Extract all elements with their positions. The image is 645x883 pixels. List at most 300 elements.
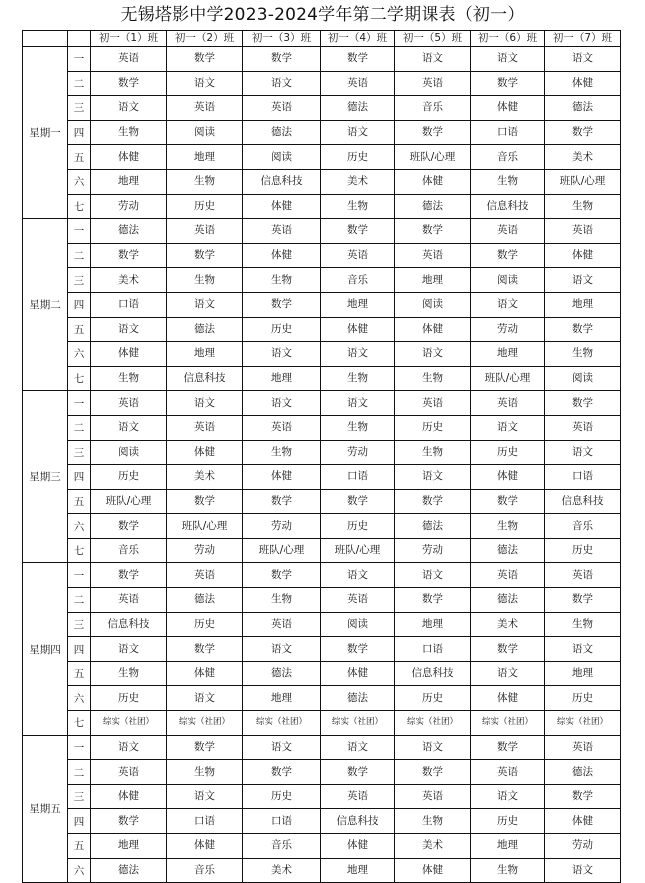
subject-cell: 语文 — [91, 735, 167, 760]
subject-cell: 数学 — [395, 489, 471, 514]
header-class-2: 初一（2）班 — [167, 31, 243, 47]
subject-cell: 数学 — [243, 760, 321, 785]
subject-cell: 地理 — [471, 834, 545, 859]
period-label: 七 — [68, 194, 91, 219]
subject-cell: 数学 — [545, 120, 621, 145]
subject-cell: 数学 — [545, 391, 621, 416]
subject-cell: 语文 — [243, 637, 321, 662]
subject-cell: 地理 — [243, 686, 321, 711]
subject-cell: 语文 — [167, 391, 243, 416]
period-label: 三 — [68, 612, 91, 637]
subject-cell: 体健 — [321, 834, 395, 859]
subject-cell: 地理 — [471, 342, 545, 367]
subject-cell: 体健 — [243, 194, 321, 219]
table-row — [23, 612, 621, 637]
subject-cell: 阅读 — [91, 440, 167, 465]
header-class-5: 初一（5）班 — [395, 31, 471, 47]
subject-cell: 德法 — [545, 760, 621, 785]
subject-cell: 生物 — [243, 268, 321, 293]
subject-cell: 地理 — [91, 834, 167, 859]
subject-cell: 体健 — [545, 243, 621, 268]
subject-cell: 英语 — [91, 760, 167, 785]
subject-cell: 信息科技 — [545, 489, 621, 514]
subject-cell: 德法 — [545, 96, 621, 121]
table-row — [23, 809, 621, 834]
table-row — [23, 637, 621, 662]
subject-cell: 德法 — [167, 588, 243, 613]
subject-cell: 语文 — [545, 440, 621, 465]
subject-cell: 生物 — [321, 415, 395, 440]
subject-cell: 生物 — [395, 366, 471, 391]
subject-cell: 数学 — [243, 47, 321, 72]
subject-cell: 生物 — [91, 661, 167, 686]
table-row — [23, 514, 621, 539]
subject-cell: 历史 — [545, 686, 621, 711]
table-row — [23, 563, 621, 588]
subject-cell: 生物 — [91, 120, 167, 145]
subject-cell: 班队/心理 — [321, 538, 395, 563]
subject-cell: 语文 — [471, 415, 545, 440]
subject-cell: 德法 — [395, 514, 471, 539]
header-day-col — [23, 31, 68, 47]
period-label: 二 — [68, 71, 91, 96]
subject-cell: 英语 — [471, 760, 545, 785]
subject-cell: 英语 — [91, 47, 167, 72]
period-label: 六 — [68, 169, 91, 194]
period-label: 二 — [68, 760, 91, 785]
subject-cell: 体健 — [243, 465, 321, 490]
subject-cell: 数学 — [321, 489, 395, 514]
subject-cell: 数学 — [321, 47, 395, 72]
subject-cell: 英语 — [167, 563, 243, 588]
subject-cell: 语文 — [91, 317, 167, 342]
period-label: 五 — [68, 317, 91, 342]
subject-cell: 英语 — [395, 71, 471, 96]
subject-cell: 综实（社团） — [91, 711, 167, 736]
subject-cell: 数学 — [243, 489, 321, 514]
subject-cell: 德法 — [167, 317, 243, 342]
subject-cell: 生物 — [545, 612, 621, 637]
table-row — [23, 834, 621, 859]
subject-cell: 生物 — [545, 342, 621, 367]
table-row — [23, 145, 621, 170]
table-row — [23, 440, 621, 465]
table-row — [23, 588, 621, 613]
subject-cell: 数学 — [321, 637, 395, 662]
subject-cell: 英语 — [321, 784, 395, 809]
subject-cell: 英语 — [243, 219, 321, 244]
table-row — [23, 858, 621, 883]
subject-cell: 美术 — [395, 834, 471, 859]
subject-cell: 语文 — [545, 47, 621, 72]
subject-cell: 地理 — [545, 292, 621, 317]
subject-cell: 数学 — [91, 71, 167, 96]
subject-cell: 劳动 — [243, 514, 321, 539]
subject-cell: 信息科技 — [167, 366, 243, 391]
subject-cell: 班队/心理 — [91, 489, 167, 514]
day-label: 星期四 — [23, 563, 68, 735]
subject-cell: 数学 — [243, 292, 321, 317]
period-label: 七 — [68, 711, 91, 736]
subject-cell: 英语 — [167, 219, 243, 244]
subject-cell: 美术 — [545, 145, 621, 170]
day-label: 星期三 — [23, 391, 68, 563]
day-label: 星期五 — [23, 735, 68, 883]
period-label: 一 — [68, 219, 91, 244]
table-row — [23, 120, 621, 145]
subject-cell: 数学 — [471, 489, 545, 514]
table-row — [23, 366, 621, 391]
subject-cell: 语文 — [395, 342, 471, 367]
subject-cell: 体健 — [395, 858, 471, 883]
subject-cell: 口语 — [545, 465, 621, 490]
subject-cell: 生物 — [321, 194, 395, 219]
subject-cell: 数学 — [471, 637, 545, 662]
subject-cell: 体健 — [167, 440, 243, 465]
subject-cell: 综实（社团） — [471, 711, 545, 736]
subject-cell: 音乐 — [91, 538, 167, 563]
subject-cell: 英语 — [321, 588, 395, 613]
period-label: 三 — [68, 268, 91, 293]
subject-cell: 体健 — [545, 809, 621, 834]
subject-cell: 音乐 — [545, 514, 621, 539]
subject-cell: 数学 — [91, 514, 167, 539]
table-row — [23, 219, 621, 244]
table-row — [23, 243, 621, 268]
subject-cell: 历史 — [395, 686, 471, 711]
subject-cell: 体健 — [395, 317, 471, 342]
subject-cell: 数学 — [395, 588, 471, 613]
subject-cell: 语文 — [167, 292, 243, 317]
subject-cell: 历史 — [321, 145, 395, 170]
period-label: 五 — [68, 834, 91, 859]
subject-cell: 语文 — [243, 342, 321, 367]
subject-cell: 地理 — [243, 366, 321, 391]
subject-cell: 数学 — [395, 760, 471, 785]
subject-cell: 美术 — [321, 169, 395, 194]
subject-cell: 语文 — [395, 735, 471, 760]
subject-cell: 英语 — [395, 784, 471, 809]
header-class-7: 初一（7）班 — [545, 31, 621, 47]
subject-cell: 英语 — [545, 563, 621, 588]
subject-cell: 语文 — [91, 637, 167, 662]
subject-cell: 语文 — [471, 784, 545, 809]
subject-cell: 英语 — [91, 391, 167, 416]
subject-cell: 数学 — [321, 219, 395, 244]
subject-cell: 信息科技 — [395, 661, 471, 686]
subject-cell: 历史 — [471, 440, 545, 465]
subject-cell: 生物 — [243, 588, 321, 613]
subject-cell: 地理 — [545, 661, 621, 686]
table-row — [23, 538, 621, 563]
subject-cell: 生物 — [167, 760, 243, 785]
subject-cell: 数学 — [545, 784, 621, 809]
header-period-col — [68, 31, 91, 47]
table-row — [23, 661, 621, 686]
subject-cell: 数学 — [545, 317, 621, 342]
subject-cell: 数学 — [471, 243, 545, 268]
subject-cell: 语文 — [321, 563, 395, 588]
subject-cell: 语文 — [167, 71, 243, 96]
subject-cell: 历史 — [91, 465, 167, 490]
subject-cell: 语文 — [91, 96, 167, 121]
subject-cell: 地理 — [395, 268, 471, 293]
subject-cell: 生物 — [395, 440, 471, 465]
subject-cell: 数学 — [91, 563, 167, 588]
page-title: 无锡塔影中学2023-2024学年第二学期课表（初一） — [120, 5, 525, 25]
subject-cell: 语文 — [395, 465, 471, 490]
table-row — [23, 342, 621, 367]
subject-cell: 阅读 — [167, 120, 243, 145]
subject-cell: 班队/心理 — [471, 366, 545, 391]
table-row — [23, 169, 621, 194]
subject-cell: 语文 — [321, 120, 395, 145]
table-row — [23, 415, 621, 440]
subject-cell: 地理 — [167, 145, 243, 170]
subject-cell: 美术 — [91, 268, 167, 293]
subject-cell: 综实（社团） — [545, 711, 621, 736]
subject-cell: 英语 — [395, 391, 471, 416]
subject-cell: 班队/心理 — [243, 538, 321, 563]
header-row — [23, 31, 621, 47]
subject-cell: 劳动 — [321, 440, 395, 465]
header-class-3: 初一（3）班 — [243, 31, 321, 47]
subject-cell: 德法 — [471, 588, 545, 613]
period-label: 七 — [68, 366, 91, 391]
period-label: 二 — [68, 243, 91, 268]
subject-cell: 体健 — [471, 465, 545, 490]
subject-cell: 英语 — [471, 219, 545, 244]
subject-cell: 综实（社团） — [243, 711, 321, 736]
subject-cell: 语文 — [471, 292, 545, 317]
period-label: 三 — [68, 784, 91, 809]
subject-cell: 生物 — [321, 366, 395, 391]
subject-cell: 德法 — [395, 194, 471, 219]
subject-cell: 体健 — [91, 784, 167, 809]
subject-cell: 数学 — [321, 760, 395, 785]
subject-cell: 生物 — [167, 268, 243, 293]
subject-cell: 音乐 — [471, 145, 545, 170]
subject-cell: 历史 — [91, 686, 167, 711]
subject-cell: 地理 — [167, 342, 243, 367]
period-label: 二 — [68, 588, 91, 613]
subject-cell: 班队/心理 — [167, 514, 243, 539]
subject-cell: 语文 — [243, 71, 321, 96]
subject-cell: 口语 — [395, 637, 471, 662]
period-label: 四 — [68, 292, 91, 317]
subject-cell: 口语 — [91, 292, 167, 317]
subject-cell: 生物 — [243, 440, 321, 465]
subject-cell: 语文 — [545, 637, 621, 662]
subject-cell: 综实（社团） — [167, 711, 243, 736]
subject-cell: 数学 — [167, 243, 243, 268]
subject-cell: 生物 — [471, 514, 545, 539]
subject-cell: 口语 — [167, 809, 243, 834]
subject-cell: 生物 — [545, 194, 621, 219]
subject-cell: 语文 — [545, 268, 621, 293]
subject-cell: 生物 — [91, 366, 167, 391]
subject-cell: 语文 — [471, 661, 545, 686]
day-label: 星期一 — [23, 47, 68, 219]
subject-cell: 英语 — [471, 563, 545, 588]
subject-cell: 劳动 — [471, 317, 545, 342]
subject-cell: 德法 — [321, 96, 395, 121]
period-label: 一 — [68, 563, 91, 588]
subject-cell: 体健 — [91, 145, 167, 170]
subject-cell: 语文 — [395, 563, 471, 588]
subject-cell: 英语 — [167, 415, 243, 440]
header-class-4: 初一（4）班 — [321, 31, 395, 47]
subject-cell: 语文 — [167, 686, 243, 711]
subject-cell: 美术 — [167, 465, 243, 490]
subject-cell: 语文 — [167, 784, 243, 809]
subject-cell: 语文 — [91, 415, 167, 440]
subject-cell: 语文 — [243, 391, 321, 416]
subject-cell: 语文 — [321, 391, 395, 416]
subject-cell: 德法 — [243, 661, 321, 686]
timetable — [22, 30, 621, 883]
subject-cell: 体健 — [395, 169, 471, 194]
subject-cell: 德法 — [471, 538, 545, 563]
subject-cell: 德法 — [91, 858, 167, 883]
subject-cell: 历史 — [395, 415, 471, 440]
subject-cell: 英语 — [321, 71, 395, 96]
header-class-1: 初一（1）班 — [91, 31, 167, 47]
subject-cell: 口语 — [243, 809, 321, 834]
subject-cell: 历史 — [471, 809, 545, 834]
subject-cell: 英语 — [167, 96, 243, 121]
subject-cell: 体健 — [321, 661, 395, 686]
subject-cell: 数学 — [167, 47, 243, 72]
period-label: 五 — [68, 661, 91, 686]
subject-cell: 信息科技 — [471, 194, 545, 219]
subject-cell: 语文 — [545, 858, 621, 883]
subject-cell: 班队/心理 — [395, 145, 471, 170]
subject-cell: 历史 — [545, 538, 621, 563]
header-class-6: 初一（6）班 — [471, 31, 545, 47]
table-row — [23, 194, 621, 219]
period-label: 六 — [68, 686, 91, 711]
subject-cell: 数学 — [545, 588, 621, 613]
subject-cell: 体健 — [167, 661, 243, 686]
subject-cell: 美术 — [471, 612, 545, 637]
period-label: 六 — [68, 342, 91, 367]
subject-cell: 地理 — [91, 169, 167, 194]
table-row — [23, 784, 621, 809]
period-label: 四 — [68, 809, 91, 834]
subject-cell: 历史 — [167, 194, 243, 219]
period-label: 五 — [68, 145, 91, 170]
table-row — [23, 711, 621, 736]
subject-cell: 语文 — [471, 47, 545, 72]
subject-cell: 音乐 — [167, 858, 243, 883]
period-label: 六 — [68, 858, 91, 883]
subject-cell: 语文 — [395, 47, 471, 72]
period-label: 七 — [68, 538, 91, 563]
table-row — [23, 735, 621, 760]
table-row — [23, 760, 621, 785]
subject-cell: 音乐 — [321, 268, 395, 293]
subject-cell: 阅读 — [395, 292, 471, 317]
subject-cell: 阅读 — [243, 145, 321, 170]
subject-cell: 信息科技 — [321, 809, 395, 834]
subject-cell: 语文 — [243, 735, 321, 760]
subject-cell: 班队/心理 — [545, 169, 621, 194]
table-row — [23, 686, 621, 711]
subject-cell: 英语 — [243, 96, 321, 121]
subject-cell: 数学 — [471, 735, 545, 760]
subject-cell: 地理 — [395, 612, 471, 637]
period-label: 五 — [68, 489, 91, 514]
subject-cell: 体健 — [167, 834, 243, 859]
subject-cell: 历史 — [167, 612, 243, 637]
period-label: 二 — [68, 415, 91, 440]
day-label: 星期二 — [23, 219, 68, 391]
subject-cell: 历史 — [321, 514, 395, 539]
subject-cell: 数学 — [167, 735, 243, 760]
table-row — [23, 71, 621, 96]
subject-cell: 信息科技 — [243, 169, 321, 194]
subject-cell: 德法 — [243, 120, 321, 145]
subject-cell: 综实（社团） — [321, 711, 395, 736]
table-row — [23, 391, 621, 416]
period-label: 四 — [68, 637, 91, 662]
subject-cell: 体健 — [471, 96, 545, 121]
period-label: 四 — [68, 465, 91, 490]
subject-cell: 德法 — [321, 686, 395, 711]
subject-cell: 体健 — [545, 71, 621, 96]
subject-cell: 地理 — [321, 858, 395, 883]
subject-cell: 劳动 — [395, 538, 471, 563]
subject-cell: 英语 — [395, 243, 471, 268]
subject-cell: 体健 — [91, 342, 167, 367]
period-label: 四 — [68, 120, 91, 145]
subject-cell: 信息科技 — [91, 612, 167, 637]
subject-cell: 数学 — [395, 219, 471, 244]
period-label: 三 — [68, 96, 91, 121]
subject-cell: 综实（社团） — [395, 711, 471, 736]
period-label: 一 — [68, 391, 91, 416]
subject-cell: 数学 — [91, 809, 167, 834]
subject-cell: 音乐 — [395, 96, 471, 121]
subject-cell: 体健 — [243, 243, 321, 268]
subject-cell: 数学 — [167, 489, 243, 514]
table-row — [23, 292, 621, 317]
subject-cell: 历史 — [243, 317, 321, 342]
subject-cell: 数学 — [91, 243, 167, 268]
subject-cell: 体健 — [321, 317, 395, 342]
subject-cell: 历史 — [243, 784, 321, 809]
subject-cell: 生物 — [471, 858, 545, 883]
subject-cell: 英语 — [545, 735, 621, 760]
subject-cell: 数学 — [395, 120, 471, 145]
subject-cell: 口语 — [471, 120, 545, 145]
subject-cell: 口语 — [321, 465, 395, 490]
subject-cell: 数学 — [471, 71, 545, 96]
subject-cell: 英语 — [321, 243, 395, 268]
period-label: 六 — [68, 514, 91, 539]
table-row — [23, 489, 621, 514]
table-row — [23, 317, 621, 342]
subject-cell: 阅读 — [471, 268, 545, 293]
subject-cell: 地理 — [321, 292, 395, 317]
table-row — [23, 268, 621, 293]
subject-cell: 劳动 — [167, 538, 243, 563]
subject-cell: 阅读 — [545, 366, 621, 391]
timetable-body — [23, 47, 621, 883]
subject-cell: 生物 — [471, 169, 545, 194]
subject-cell: 英语 — [471, 391, 545, 416]
